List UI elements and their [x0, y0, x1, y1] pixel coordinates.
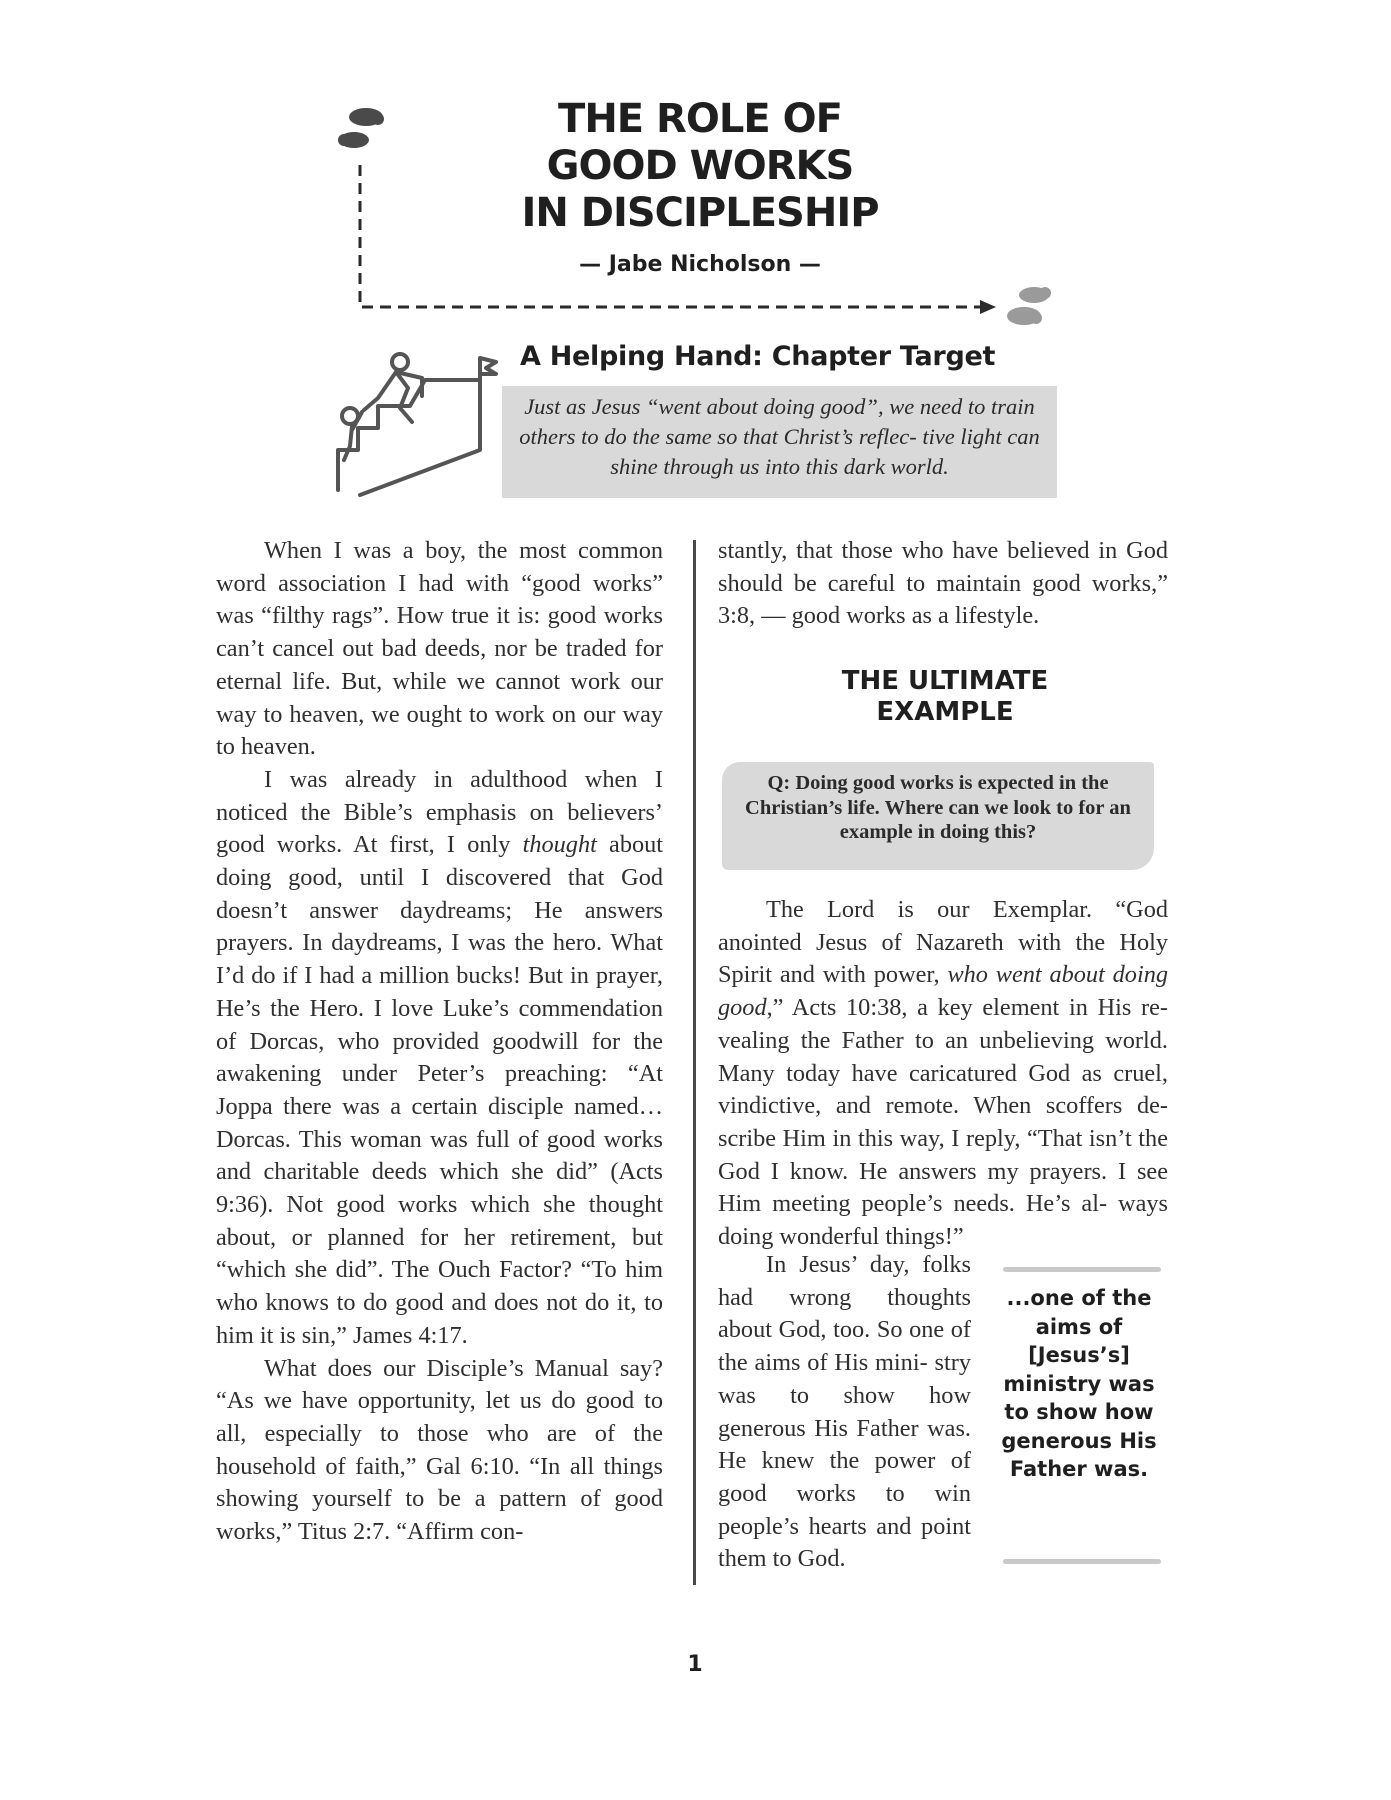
- discussion-question-box: [722, 762, 1154, 870]
- footprints-end-icon: [1007, 287, 1051, 325]
- right-column-main: [718, 894, 1168, 1254]
- title-line-1: THE ROLE OF: [558, 96, 842, 142]
- author-byline: — Jabe Nicholson —: [579, 252, 821, 277]
- discussion-question-text: Q: Doing good works is expected in the Christian’s life. Where can we look to for an example in doing this?: [745, 772, 1131, 843]
- paragraph-manual: What does our Disciple’s Manual say? “As we have opportunity, let us do good to all, especially to those who are of the household of faith,” Gal 6:10. “In all things showing yourself to be a pattern of good works,” Titus 2:7. “Affirm con-: [216, 1354, 663, 1546]
- pull-quote-top-rule: [1003, 1267, 1161, 1272]
- right-column-continuation: [718, 535, 1168, 633]
- column-divider: [693, 540, 696, 1585]
- chapter-target-text: Just as Jesus “went about doing good”, we need to train others to do the same so that Christ’s reflec- tive light can shine through us into this dark world.: [519, 394, 1040, 479]
- section-heading-line-2: EXAMPLE: [876, 697, 1014, 727]
- page-title: [440, 96, 960, 237]
- chapter-target-heading: A Helping Hand: Chapter Target: [520, 341, 996, 372]
- section-heading-line-1: THE ULTIMATE: [841, 666, 1049, 696]
- chapter-target-box: [502, 386, 1057, 498]
- emphasis-thought: thought: [522, 831, 597, 859]
- pull-quote-bottom-rule: [1003, 1559, 1161, 1564]
- exemplar-text-rest: ,” Acts 10:38, a key element in His re- vealing the Father to an unbelieving world. Many today have caricatured God as cruel, vindictive, and remote. When scoffers de- scribe Him in this way, I reply, “That isn’t the God I know. He answers my prayers. I see Him meeting people’s needs. He’s al- ways doing wonderful things!”: [718, 994, 1168, 1251]
- dorcas-text-rest: about doing good, until I discovered that God doesn’t answer daydreams; He answers prayers. In daydreams, I was the hero. What I’d do if I had a million bucks! But in prayer, He’s the Hero. I love Luke’s commendation of Dorcas, who provided goodwill for the awakening under Peter’s preaching: “At Joppa there was a certain disciple named…Dorcas. This woman was full of good works and charitable deeds which she did” (Acts 9:36). Not good works which she thought about, or planned for her retirement, but “which she did”. The Ouch Factor? “To him who knows to do good and does not do it, to him it is sin,” James 4:17.: [216, 831, 664, 1349]
- footprints-start-icon: [338, 108, 384, 148]
- right-column-narrow: [718, 1249, 971, 1576]
- exemplar-text-start: The Lord is our Exemplar. “God anointed Jesus of Nazareth with the Holy Spirit and with power,: [718, 896, 1168, 989]
- paragraph-dorcas: [216, 764, 663, 1353]
- paragraph-intro: When I was a boy, the most common word association I had with “good works” was “filthy rags”. How true it is: good works can’t cancel out bad deeds, nor be traded for eternal life. But, while we cannot work our way to heaven, we ought to work on our way to heaven.: [216, 537, 663, 761]
- left-column: [216, 535, 663, 1549]
- title-line-3: IN DISCIPLESHIP: [521, 190, 879, 236]
- helping-hand-climb-icon: [330, 350, 500, 500]
- title-line-2: GOOD WORKS: [546, 143, 854, 189]
- pull-quote: ...one of the aims of [Jesus’s] ministry was to show how generous His Father was.: [1001, 1286, 1157, 1481]
- arrow-head-icon: [980, 300, 996, 314]
- paragraph-continuation: stantly, that those who have believed in God should be careful to maintain good works,” 3:8, — good works as a lifestyle.: [718, 537, 1168, 630]
- emphasis-doing-good: who went about doing good: [718, 961, 1169, 1022]
- section-heading: [780, 666, 1110, 728]
- dorcas-text-start: I was already in adulthood when I noticed the Bible’s emphasis on believers’ good works. At first, I only: [216, 765, 663, 859]
- paragraph-jesus-day: In Jesus’ day, folks had wrong thoughts about God, too. So one of the aims of His mini- stry was to show how generous His Father was. He knew the power of good works to win people’s hearts and point them to God.: [718, 1251, 971, 1573]
- paragraph-exemplar: [718, 894, 1168, 1254]
- page-number: 1: [687, 1652, 703, 1677]
